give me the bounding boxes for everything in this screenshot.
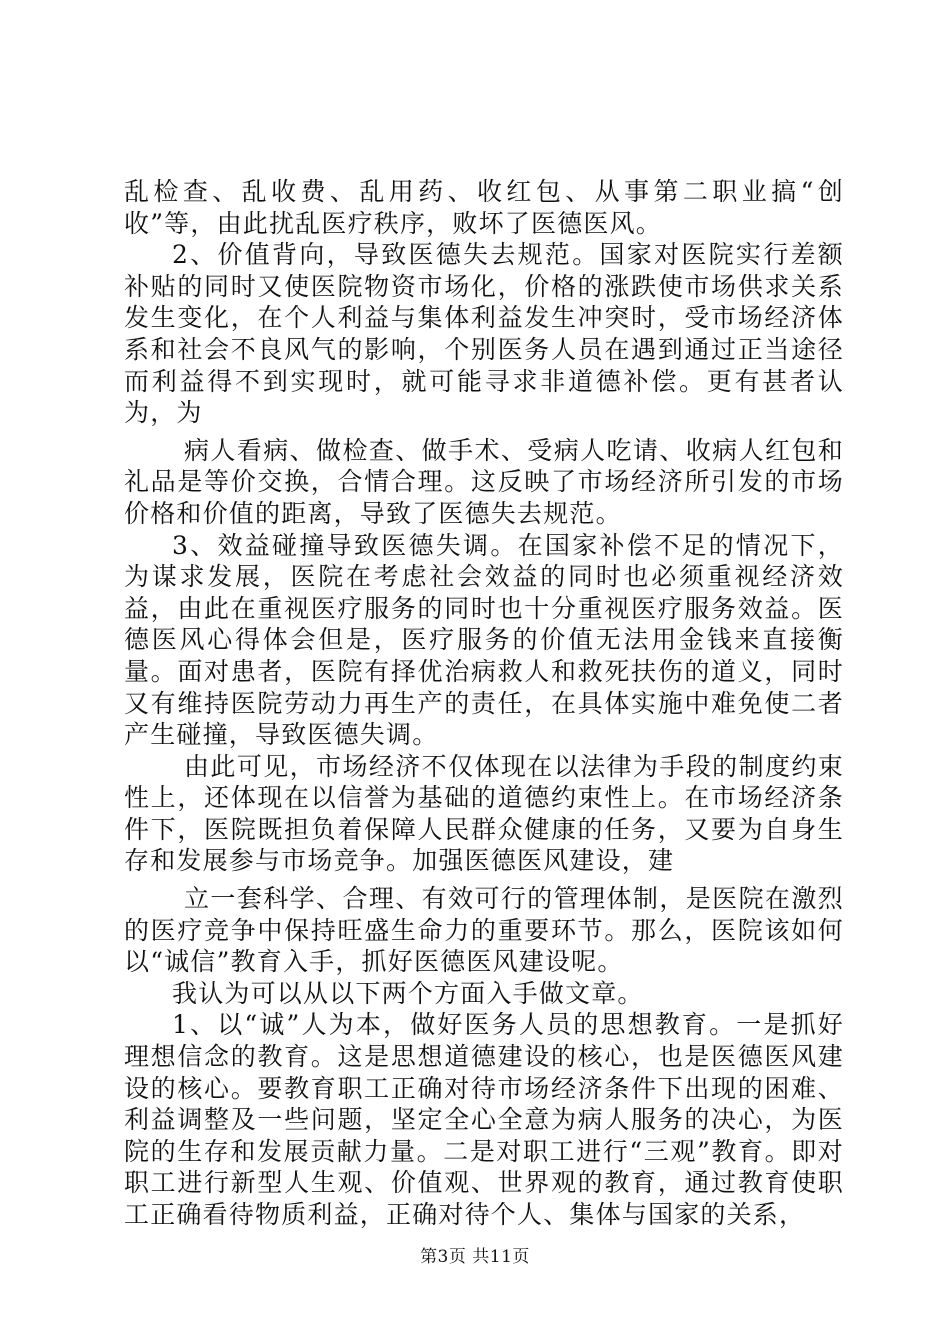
paragraph-1: 乱检查、乱收费、乱用药、收红包、从事第二职业搞“创收”等，由此扰乱医疗秩序，败坏了医德医风。 xyxy=(124,177,844,238)
paragraph-7: 我认为可以从以下两个方面入手做文章。 xyxy=(172,978,644,1008)
document-body xyxy=(124,176,844,1231)
paragraph-2: 2、价值背向，导致医德失去规范。国家对医院实行差额补贴的同时又使医院物资市场化，价格的涨跌使市场供求关系发生变化，在个人利益与集体利益发生冲突时，受市场经济体系和社会不良风气的影响，个别医务人员在遇到通过正当途径而利益得不到实现时，就可能寻求非道德补偿。更有甚者认为，为 xyxy=(124,240,844,428)
paragraph-3: 病人看病、做检查、做手术、受病人吃请、收病人红包和礼品是等价交换，合情合理。这反映了市场经济所引发的市场价格和价值的距离，导致了医德失去规范。 xyxy=(124,435,844,528)
paragraph-5: 由此可见，市场经济不仅体现在以法律为手段的制度约束性上，还体现在以信誉为基础的道德约束性上。在市场经济条件下，医院既担负着保障人民群众健康的任务，又要为自身生存和发展参与市场竞争。加强医德医风建设，建 xyxy=(124,751,844,876)
paragraph-4: 3、效益碰撞导致医德失调。在国家补偿不足的情况下，为谋求发展，医院在考虑社会效益的同时也必须重视经济效益，由此在重视医疗服务的同时也十分重视医疗服务效益。医德医风心得体会但是，医疗服务的价值无法用金钱来直接衡量。面对患者，医院有择优治病救人和救死扶伤的道义，同时又有维持医院劳动力再生产的责任，在具体实施中难免使二者产生碰撞，导致医德失调。 xyxy=(124,530,844,750)
page-footer: 第3页 共11页 xyxy=(420,1247,530,1267)
paragraph-6: 立一套科学、合理、有效可行的管理体制，是医院在激烈的医疗竞争中保持旺盛生命力的重要环节。那么，医院该如何以“诚信”教育入手，抓好医德医风建设呢。 xyxy=(124,884,844,977)
paragraph-8: 1、以“诚”人为本，做好医务人员的思想教育。一是抓好理想信念的教育。这是思想道德建设的核心，也是医德医风建设的核心。要教育职工正确对待市场经济条件下出现的困难、利益调整及一些问题，坚定全心全意为病人服务的决心，为医院的生存和发展贡献力量。二是对职工进行“三观”教育。即对职工进行新型人生观、价值观、世界观的教育，通过教育使职工正确看待物质利益，正确对待个人、集体与国家的关系， xyxy=(124,1010,844,1229)
